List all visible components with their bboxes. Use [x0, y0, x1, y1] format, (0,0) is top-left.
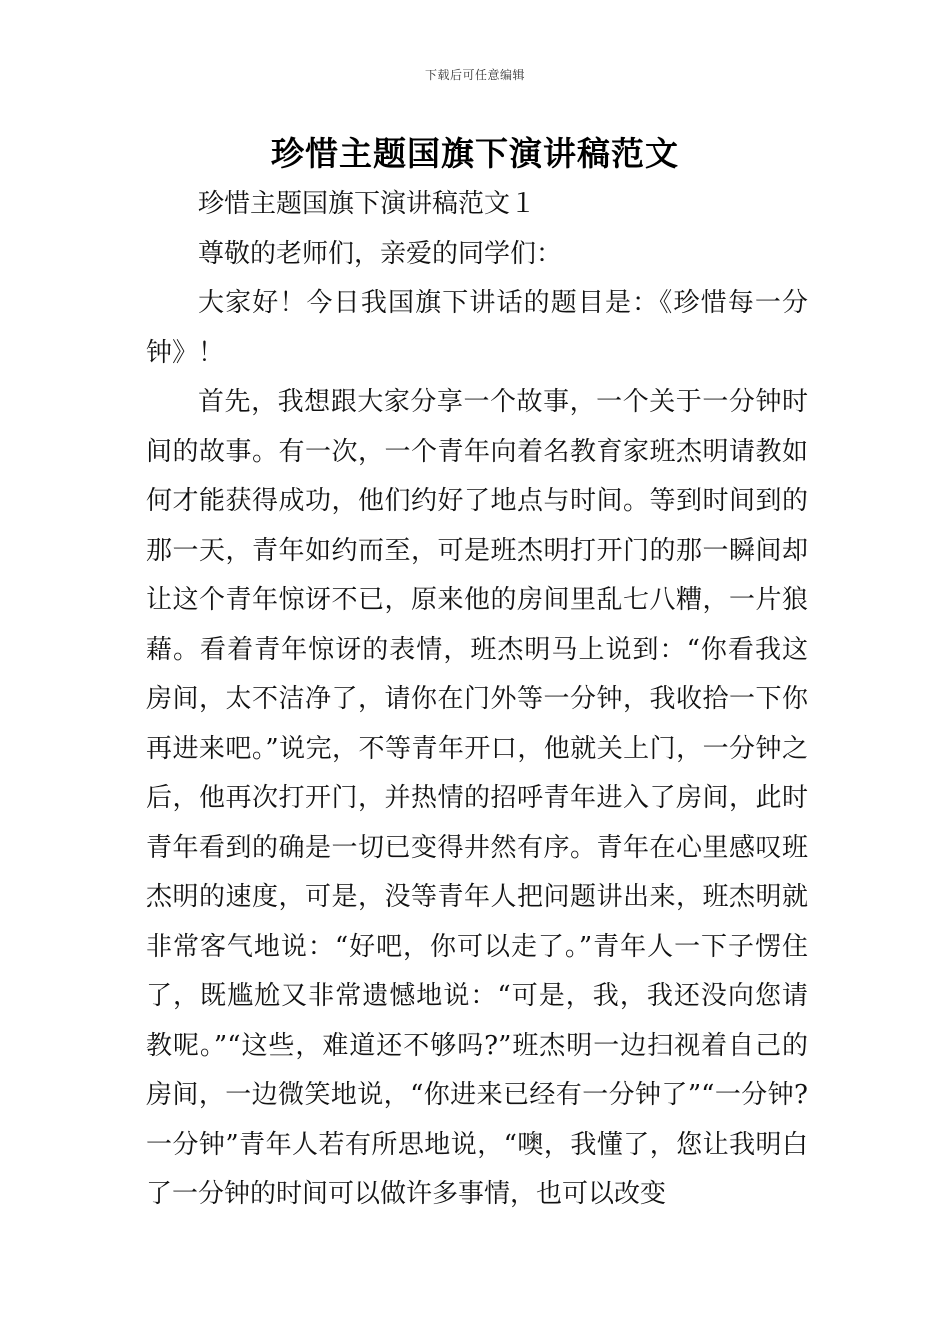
- paragraph-story: 首先，我想跟大家分享一个故事，一个关于一分钟时间的故事。有一次，一个青年向着名教育家班杰明请教如何才能获得成功，他们约好了地点与时间。等到时间到的那一天，青年如约而至，可是班杰明打开门的那一瞬间却让这个青年惊讶不已，原来他的房间里乱七八糟，一片狼藉。看着青年惊讶的表情，班杰明马上说到：“你看我这房间，太不洁净了，请你在门外等一分钟，我收拾一下你再进来吧。”说完，不等青年开口，他就关上门，一分钟之后，他再次打开门，并热情的招呼青年进入了房间，此时青年看到的确是一切已变得井然有序。青年在心里感叹班杰明的速度，可是，没等青年人把问题讲出来，班杰明就非常客气地说：“好吧，你可以走了。”青年人一下子愣住了，既尴尬又非常遗憾地说：“可是，我，我还没向您请教呢。”“这些，难道还不够吗?”班杰明一边扫视着自己的房间，一边微笑地说，“你进来已经有一分钟了”“一分钟?一分钟”青年人若有所思地说，“噢，我懂了，您让我明白了一分钟的时间可以做许多事情，也可以改变: [146, 387, 808, 1209]
- header-note: 下载后可任意编辑: [424, 68, 525, 82]
- paragraph-subtitle: 珍惜主题国旗下演讲稿范文１: [198, 189, 537, 219]
- paragraph-greeting: 大家好！今日我国旗下讲话的题目是：《珍惜每一分钟》！: [146, 288, 808, 368]
- document-title: 珍惜主题国旗下演讲稿范文: [271, 134, 679, 173]
- document-body: [146, 180, 808, 1220]
- paragraph-salutation: 尊敬的老师们，亲爱的同学们：: [198, 238, 563, 269]
